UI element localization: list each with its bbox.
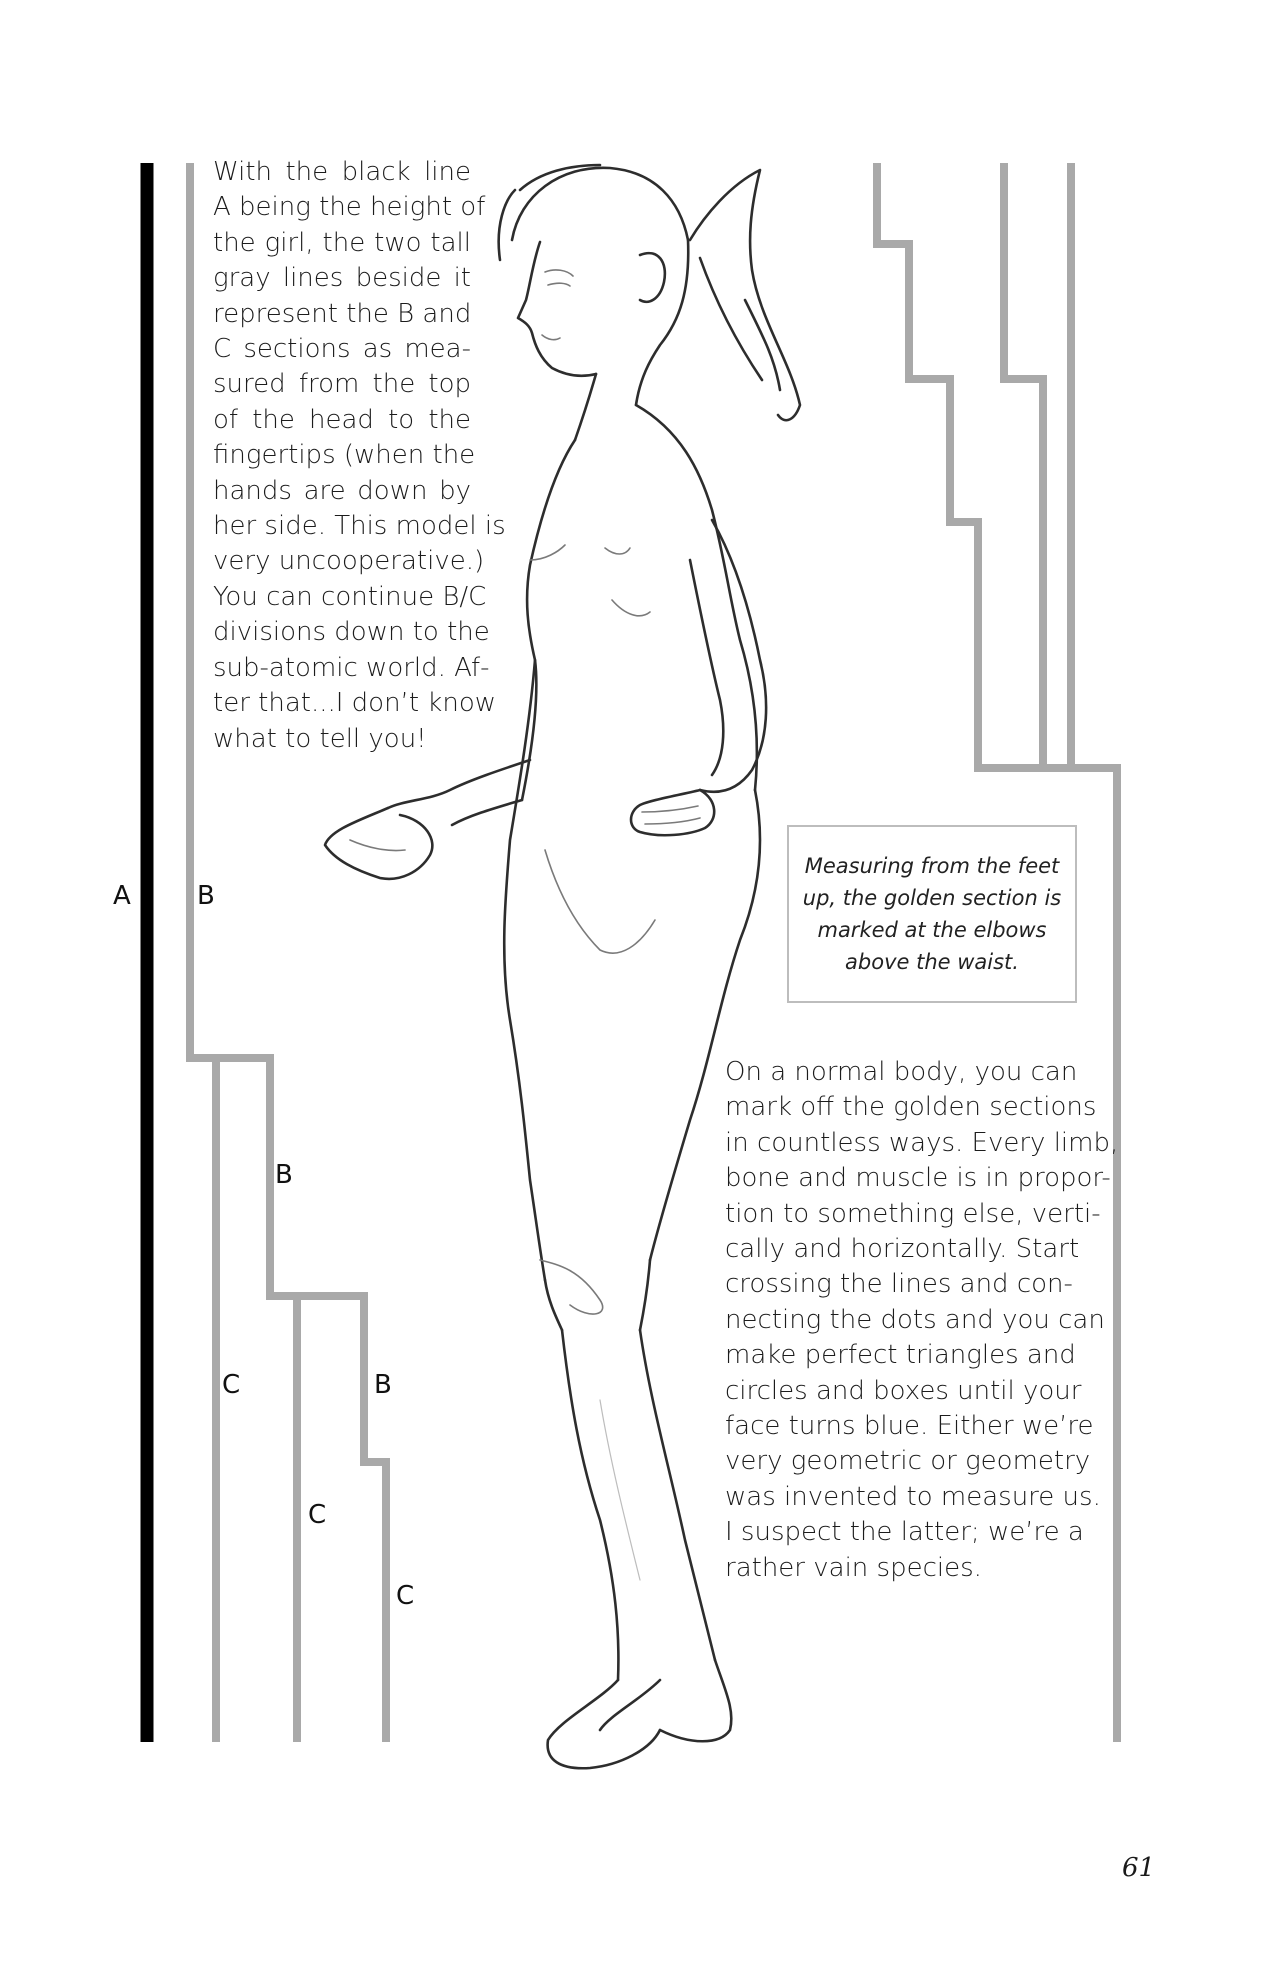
intro-paragraph	[213, 155, 506, 757]
page-number: 61	[1122, 1853, 1156, 1883]
intro-line: the girl, the two tall	[213, 227, 471, 258]
intro-line: You can continue B/C	[213, 581, 487, 612]
body-line: mark off the golden sections	[725, 1092, 1097, 1123]
body-line: cally and horizontally. Start	[725, 1234, 1080, 1265]
body-line: very geometric or geometry	[725, 1446, 1091, 1477]
body-line: circles and boxes until your	[725, 1375, 1082, 1406]
intro-line: represent the B and	[213, 298, 472, 329]
body-line: tion to something else, verti-	[725, 1198, 1101, 1229]
caption-line: Measuring from the feet	[804, 854, 1060, 878]
intro-line: gray lines beside it	[213, 263, 471, 294]
caption-line: up, the golden section is	[802, 886, 1062, 910]
body-line: face turns blue. Either we’re	[725, 1411, 1094, 1442]
intro-line: of the head to the	[213, 404, 471, 435]
caption-box	[787, 825, 1077, 1003]
intro-line: A being the height of	[213, 192, 486, 223]
body-line: bone and muscle is in propor-	[725, 1163, 1111, 1194]
body-line: rather vain species.	[725, 1552, 982, 1583]
label-c-second: C	[222, 1370, 241, 1400]
intro-line: hands are down by	[213, 475, 471, 506]
label-b-second: B	[275, 1160, 293, 1190]
intro-line: her side. This model is	[213, 511, 506, 542]
body-line: crossing the lines and con-	[725, 1269, 1073, 1300]
intro-line: fingertips (when the	[213, 440, 476, 471]
intro-line: what to tell you!	[213, 723, 427, 754]
intro-line: sub-atomic world. Af-	[213, 652, 490, 683]
body-line: On a normal body, you can	[725, 1057, 1078, 1087]
body-line: I suspect the latter; we’re a	[725, 1517, 1084, 1548]
body-paragraph	[725, 1055, 1119, 1586]
body-line: necting the dots and you can	[725, 1304, 1105, 1335]
body-line: make perfect triangles and	[725, 1340, 1076, 1371]
caption-line: above the waist.	[845, 950, 1019, 974]
body-line: was invented to measure us.	[725, 1481, 1101, 1512]
intro-line: ter that...I don’t know	[213, 688, 496, 719]
body-line: in countless ways. Every limb,	[725, 1127, 1119, 1158]
intro-line: C sections as mea-	[213, 334, 471, 365]
label-b-main: B	[197, 881, 215, 911]
intro-line: very uncooperative.)	[213, 546, 485, 577]
caption-line: marked at the elbows	[817, 918, 1047, 942]
label-a: A	[113, 881, 131, 911]
intro-line: sured from the top	[213, 369, 471, 400]
intro-line: divisions down to the	[213, 617, 490, 648]
label-b-third: B	[374, 1370, 392, 1400]
intro-line: With the black line	[213, 157, 471, 187]
label-c-third: C	[308, 1500, 327, 1530]
label-c-fourth: C	[396, 1581, 415, 1611]
